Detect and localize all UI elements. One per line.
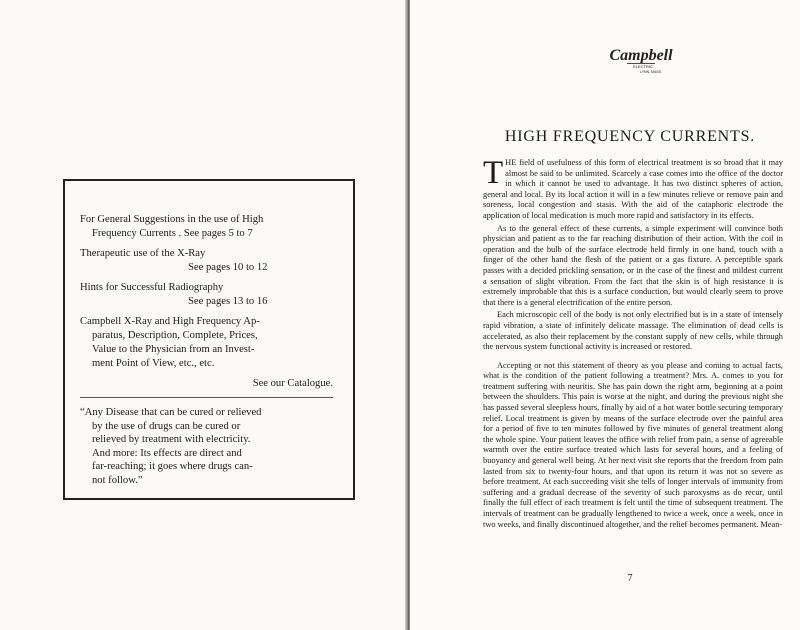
page-title: HIGH FREQUENCY CURRENTS. [504, 128, 756, 145]
paragraph: Each microscopic cell of the body is not only electrified but is in a state of intensely rapid vibration, a state of infinitely delicate massage. The elimination of dead cells is accelerated, as also their replacement by the constant supply of new cells, while through the nervous system functional activity is increased or restored. [483, 310, 783, 352]
quote: “Any Disease that can be cured or relieved by the use of drugs can be cured or relieved by treatment with electricity. And more: Its effects are direct and far-reaching; it goes where drugs can- not follow.” [80, 407, 262, 486]
toc-entry-x-ray: Therapeutic use of the X-Ray See pages 10 to 12 [80, 248, 268, 273]
campbell-logo [609, 44, 673, 74]
logo-subline: ELECTRIC [633, 64, 653, 69]
drop-cap: T [483, 155, 504, 191]
toc-entry-radiography: Hints for Successful Radiography See pages 13 to 16 [80, 282, 268, 307]
logo-wordmark: Campbell [609, 47, 673, 64]
toc-entry-apparatus: Campbell X-Ray and High Frequency Ap- paratus, Description, Complete, Prices, Value to the Physician from an Invest- ment Point of View, etc., etc. See our Catalogue. [80, 316, 333, 389]
divider [80, 397, 333, 398]
logo-city: LYNN, MASS. [640, 70, 662, 74]
contents-box [63, 179, 355, 500]
toc-entry-high-frequency: For General Suggestions in the use of High Frequency Currents . See pages 5 to 7 [80, 214, 264, 239]
paragraph: Accepting or not this statement of theory as you please and coming to actual facts, what is the condition of the patient following a treatment? Mrs. A. comes to you for treatment suffering with neuritis. She has pain down the right arm, beginning at a point between the shoulders. This pain is worse at the night, and during the previous night she has passed several sleepless hours, finally by aid of a hot water bottle securing temporary relief. Local treatment is given by means of the surface electrode over the painful area for a period of five to ten minutes followed by five minutes of general treatment along the whole spine. Your patient leaves the office with relief from pain, a sense of agreeable warmth over the entire surface treated which lasts for several hours, and a feeling of buoyancy and general well being. At her next visit she reports that the freedom from pain lasted from six to twenty-four hours, and that upon its return it was not so severe as before treatment. At each succeeding visit she tells of longer intervals of immunity from suffering and a gradual decrease of the severity of such paroxysms as do recur, until finally the full effect of each treatment is felt until the time of subsequent treatment. The intervals of treatment can be gradually lengthened to twice a week, once a week, once in two weeks, and finally discontinued altogether, and the relief becomes permanent. Mean- [483, 360, 783, 529]
article-body [483, 155, 783, 532]
paragraph: As to the general effect of these currents, a simple experiment will convince both physician and patient as to the far reaching distribution of their action. With the coil in operation and the bulb of the surface electrode held firmly in one hand, touch with a finger of the other hand the flesh of the patient or a gas fixture. A perceptible spark passes with a decided prickling sensation, or in the case of the finest and mildest current a sensation of slight vibration. From the fact that the skin is of high resistance it is extremely improbable that this is a surface conduction, but would clearly seem to prove that there is a general electrification of the entire person. [483, 223, 783, 307]
paragraph: THE field of usefulness of this form of electrical treatment is so broad that it may almost be said to be unlimited. Scarcely a case comes into the office of the doctor in which it cannot be used to advantage. It has two distinct spheres of action, general and local. By its local action it will in a few minutes relieve or remove pain and soreness, local congestion and stasis. With the aid of the cataphoric electrode the application of local medication is much more rapid and satisfactory in its effects. [483, 155, 783, 220]
page-number: 7 [627, 573, 633, 584]
